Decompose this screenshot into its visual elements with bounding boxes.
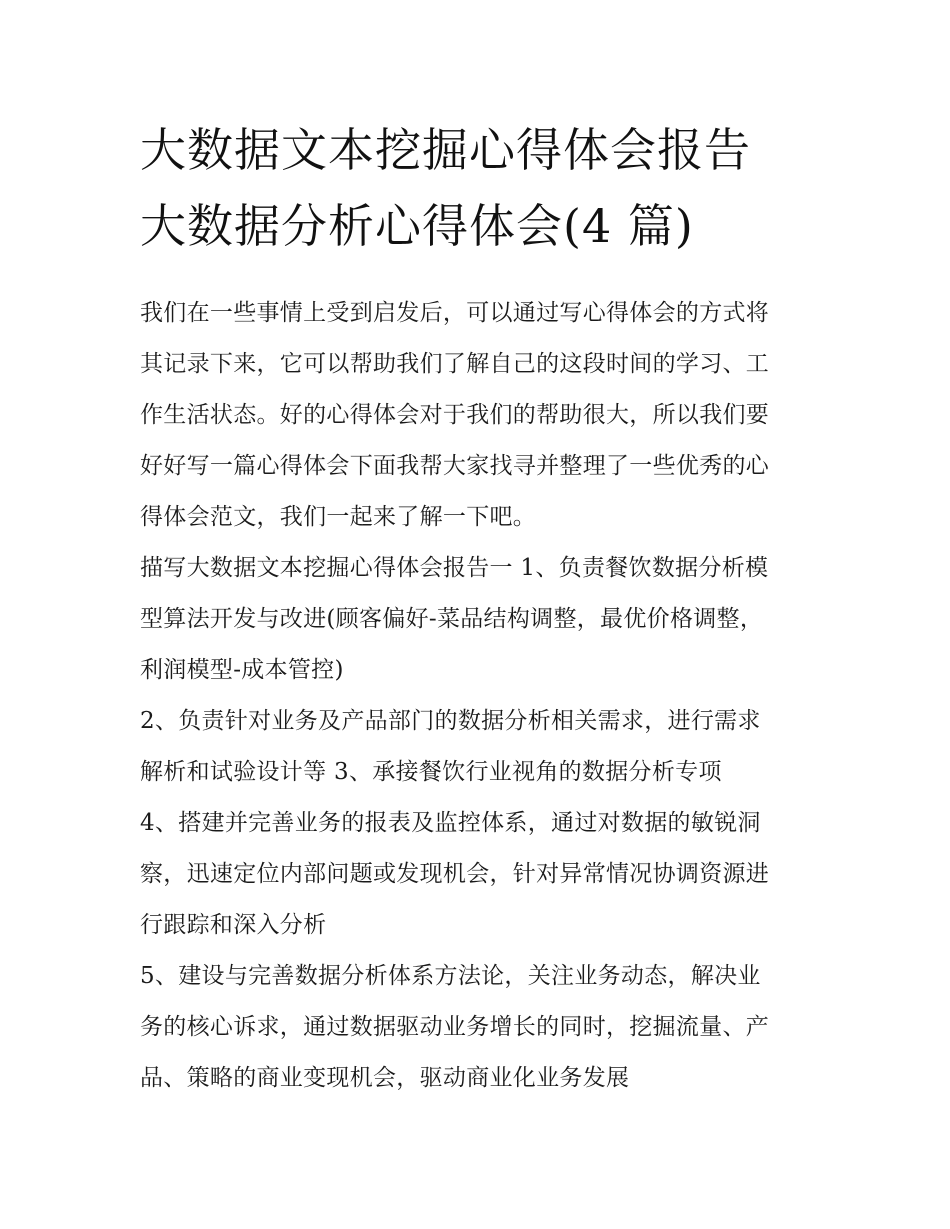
- paragraph-item-5: [140, 951, 820, 1104]
- text-line: 型算法开发与改进(顾客偏好-菜品结构调整，最优价格调整，: [140, 606, 764, 632]
- text-line: 2、负责针对业务及产品部门的数据分析相关需求，进行需求: [140, 708, 761, 734]
- document-title: [140, 112, 820, 264]
- text-line: 4、搭建并完善业务的报表及监控体系，通过对数据的敏锐洞: [140, 810, 761, 836]
- paragraph-item-4: [140, 798, 820, 951]
- paragraph-item-2: [140, 696, 820, 798]
- document-body: [140, 288, 820, 1104]
- text-line: 得体会范文，我们一起来了解一下吧。: [140, 504, 537, 530]
- text-line: 品、策略的商业变现机会，驱动商业化业务发展: [140, 1065, 630, 1091]
- text-line: 好好写一篇心得体会下面我帮大家找寻并整理了一些优秀的心: [140, 453, 770, 479]
- text-line: 解析和试验设计等 3、承接餐饮行业视角的数据分析专项: [140, 759, 722, 785]
- paragraph-item-1: [140, 543, 820, 696]
- text-line: 我们在一些事情上受到启发后，可以通过写心得体会的方式将: [140, 300, 770, 326]
- text-line: 察，迅速定位内部问题或发现机会，针对异常情况协调资源进: [140, 861, 770, 887]
- text-line: 作生活状态。好的心得体会对于我们的帮助很大，所以我们要: [140, 402, 770, 428]
- title-line: 大数据分析心得体会(4 篇): [140, 199, 694, 253]
- text-line: 描写大数据文本挖掘心得体会报告一 1、负责餐饮数据分析模: [140, 555, 769, 581]
- text-line: 利润模型-成本管控): [140, 657, 344, 683]
- document-page: [140, 112, 820, 1104]
- paragraph-intro: [140, 288, 820, 543]
- text-line: 其记录下来，它可以帮助我们了解自己的这段时间的学习、工: [140, 351, 770, 377]
- text-line: 务的核心诉求，通过数据驱动业务增长的同时，挖掘流量、产: [140, 1014, 770, 1040]
- title-line: 大数据文本挖掘心得体会报告: [140, 123, 751, 177]
- text-line: 行跟踪和深入分析: [140, 912, 327, 938]
- text-line: 5、建设与完善数据分析体系方法论，关注业务动态，解决业: [140, 963, 761, 989]
